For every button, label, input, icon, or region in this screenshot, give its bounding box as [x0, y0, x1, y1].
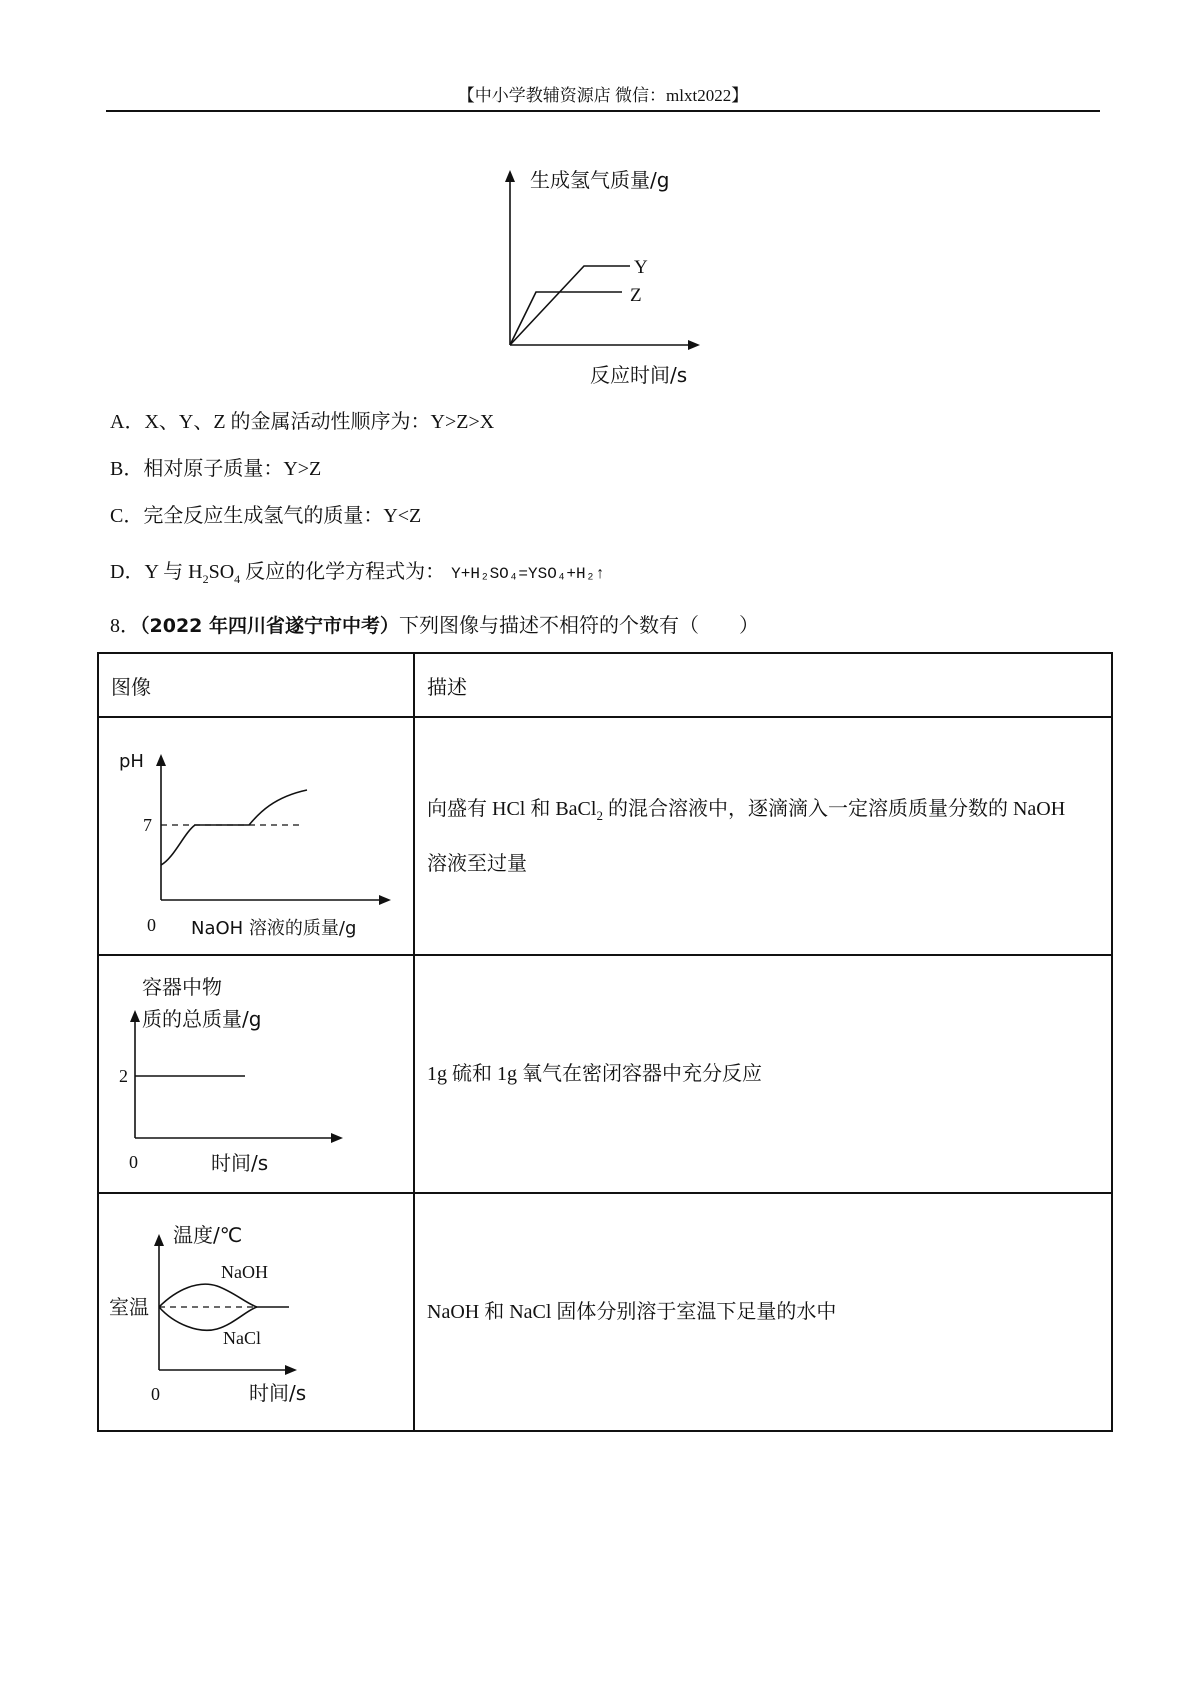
y-tick-label: 7 — [143, 815, 152, 835]
y-axis-label-line2: 质的总质量/g — [142, 1007, 262, 1031]
nacl-curve — [159, 1307, 257, 1330]
y-axis-arrow — [505, 170, 515, 182]
nacl-label: NaCl — [223, 1328, 261, 1348]
table-header-row — [98, 653, 1112, 717]
question-8 — [110, 613, 759, 639]
total-mass-chart — [99, 956, 399, 1192]
row1-sub: 2 — [596, 807, 603, 823]
option-d-prefix: D．Y 与 H — [110, 561, 203, 583]
y-axis-label: 生成氢气质量/g — [530, 168, 670, 192]
x-axis-arrow — [379, 895, 391, 905]
y-axis-arrow — [154, 1234, 164, 1246]
row1-post: 的混合溶液中，逐滴滴入一定溶质质量分数的 NaOH — [602, 797, 1066, 820]
option-d-suffix: 反应的化学方程式为： — [240, 561, 446, 583]
question-8-source: （2022 年四川省遂宁市中考） — [140, 615, 399, 637]
temperature-chart — [99, 1194, 399, 1430]
series-y-line — [510, 266, 630, 345]
ph-chart — [99, 718, 399, 954]
y-axis-label: pH — [119, 751, 144, 772]
question-8-number: 8． — [110, 615, 140, 637]
y-tick-label: 2 — [119, 1066, 128, 1086]
origin-label: 0 — [151, 1384, 160, 1404]
x-axis-label: 时间/s — [211, 1151, 269, 1175]
naoh-label: NaOH — [221, 1262, 268, 1282]
naoh-curve — [159, 1284, 289, 1307]
row1-image-cell — [98, 717, 414, 955]
row3-description: NaOH 和 NaCl 固体分别溶于室温下足量的水中 — [414, 1193, 1112, 1431]
question-8-text: 下列图像与描述不相符的个数有（ ） — [399, 615, 759, 637]
page-header: 【中小学教辅资源店 微信：mlxt2022】 — [457, 86, 749, 105]
header-rule — [106, 110, 1100, 112]
y-axis-label-line1: 容器中物 — [142, 975, 222, 999]
row1-pre: 向盛有 HCl 和 BaCl — [427, 797, 597, 820]
option-d-equation: Y+H₂SO₄=YSO₄+H₂↑ — [451, 565, 605, 583]
y-axis-arrow — [156, 754, 166, 766]
option-d — [110, 559, 605, 592]
option-a: A．X、Y、Z 的金属活动性顺序为：Y>Z>X — [110, 411, 495, 433]
header-description: 描述 — [414, 653, 1112, 717]
x-axis-arrow — [285, 1365, 297, 1375]
row1-description-line2: 溶液至过量 — [427, 852, 527, 875]
option-d-sub2: 4 — [234, 572, 241, 586]
ph-curve — [161, 790, 307, 865]
room-temp-label: 室温 — [109, 1295, 149, 1319]
y-axis-arrow — [130, 1010, 140, 1022]
hydrogen-chart — [490, 160, 730, 390]
option-c: C．完全反应生成氢气的质量：Y<Z — [110, 505, 422, 527]
header-image: 图像 — [98, 653, 414, 717]
row1-description-line1 — [427, 785, 1099, 840]
x-axis-label: 时间/s — [249, 1381, 307, 1405]
option-b: B．相对原子质量：Y>Z — [110, 458, 322, 480]
series-y-label: Y — [634, 257, 648, 278]
y-axis-label: 温度/℃ — [173, 1223, 243, 1247]
row3-image-cell — [98, 1193, 414, 1431]
row2-image-cell — [98, 955, 414, 1193]
row1-description — [414, 717, 1112, 955]
table-row — [98, 1193, 1112, 1431]
table-row — [98, 717, 1112, 955]
series-z-line — [510, 292, 622, 345]
origin-label: 0 — [129, 1152, 138, 1172]
question-8-table — [97, 652, 1113, 1432]
table-row — [98, 955, 1112, 1193]
x-axis-arrow — [331, 1133, 343, 1143]
x-axis-arrow — [688, 340, 700, 350]
series-z-label: Z — [630, 285, 642, 306]
x-axis-label: 反应时间/s — [590, 363, 688, 387]
x-axis-label: NaOH 溶液的质量/g — [191, 918, 357, 939]
origin-label: 0 — [147, 915, 156, 935]
row2-description: 1g 硫和 1g 氧气在密闭容器中充分反应 — [414, 955, 1112, 1193]
option-d-sub1: 2 — [202, 572, 209, 586]
option-d-mid: SO — [208, 561, 235, 583]
